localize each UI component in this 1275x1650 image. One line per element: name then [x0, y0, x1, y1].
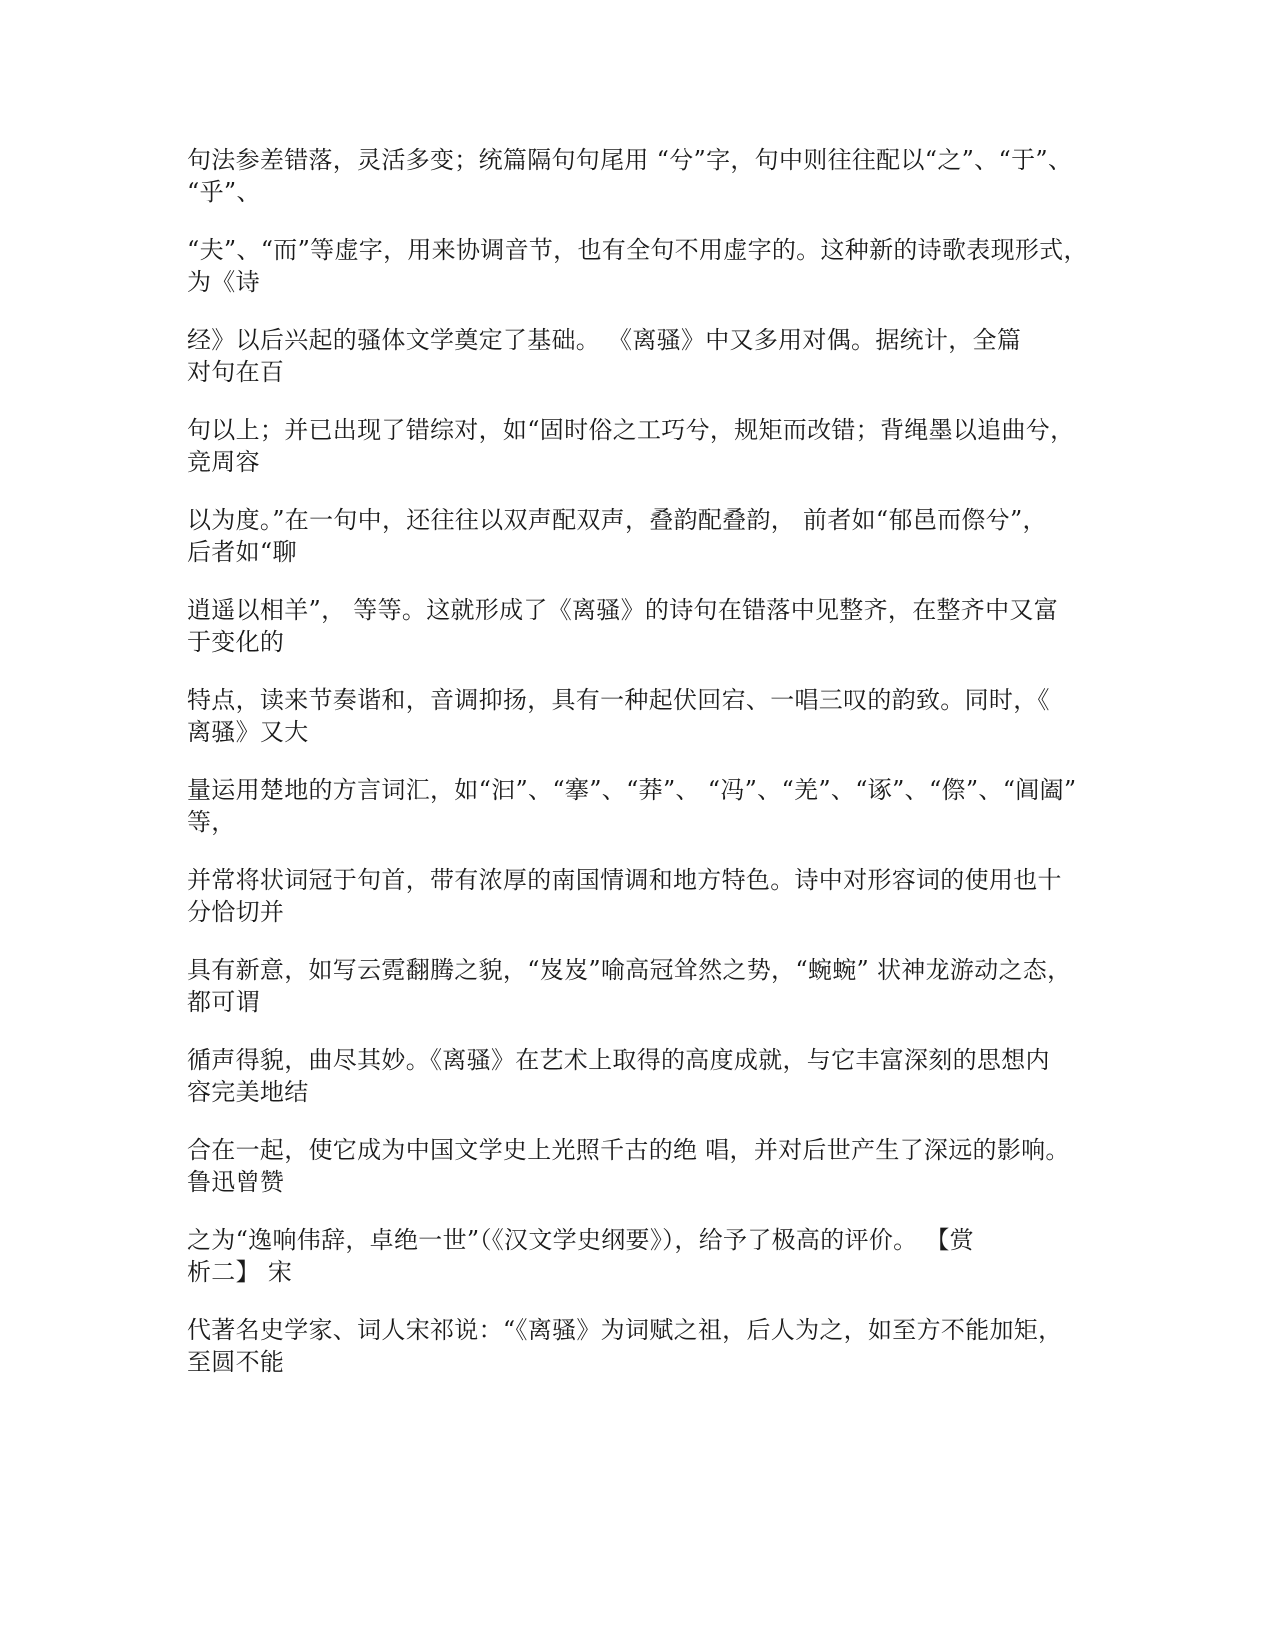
text-line: 逍遥以相羊”， 等等。这就形成了《离骚》的诗句在错落中见整齐，在整齐中又富 — [187, 596, 1058, 624]
text-line: 并常将状词冠于句首，带有浓厚的南国情调和地方特色。诗中对形容词的使用也十 — [187, 866, 1062, 894]
text-line: 都可谓 — [187, 988, 260, 1016]
text-line: 代著名史学家、词人宋祁说：“《离骚》为词赋之祖，后人为之，如至方不能加矩， — [187, 1316, 1063, 1344]
text-line: 合在一起，使它成为中国文学史上光照千古的绝 唱，并对后世产生了深远的影响。 — [187, 1136, 1070, 1164]
text-line: 量运用楚地的方言词汇，如“汩”、“搴”、“莽”、 “冯”、“羌”、“诼”、“傺”、“阊阖” — [187, 776, 1077, 804]
text-line: 之为“逸响伟辞，卓绝一世”（《汉文学史纲要》），给予了极高的评价。 【赏 — [187, 1226, 974, 1254]
text-line: 经》以后兴起的骚体文学奠定了基础。 《离骚》中又多用对偶。据统计，全篇 — [187, 326, 1022, 354]
text-line: 鲁迅曾赞 — [187, 1168, 285, 1196]
text-line: “乎”、 — [187, 178, 261, 206]
text-line: 以为度。”在一句中，还往往以双声配双声，叠韵配叠韵， 前者如“郁邑而傺兮”， — [187, 506, 1047, 534]
text-line: 句法参差错落，灵活多变；统篇隔句句尾用 “兮”字，句中则往往配以“之”、“于”、 — [187, 146, 1073, 174]
text-line: 等， — [187, 808, 236, 836]
text-line: 于变化的 — [187, 628, 285, 656]
text-line: 分恰切并 — [187, 898, 285, 926]
text-line: 句以上；并已出现了错综对，如“固时俗之工巧兮，规矩而改错；背绳墨以追曲兮， — [187, 416, 1075, 444]
text-line: 循声得貌，曲尽其妙。《离骚》在艺术上取得的高度成就，与它丰富深刻的思想内 — [187, 1046, 1050, 1074]
text-line: 特点，读来节奏谐和，音调抑扬，具有一种起伏回宕、一唱三叹的韵致。同时，《 — [187, 686, 1050, 714]
text-line: 为《诗 — [187, 268, 260, 296]
text-line: 至圆不能 — [187, 1348, 285, 1376]
text-line: “夫”、“而”等虚字，用来协调音节，也有全句不用虚字的。这种新的诗歌表现形式， — [187, 236, 1088, 264]
text-line: 后者如“聊 — [187, 538, 297, 566]
text-line: 具有新意，如写云霓翻腾之貌，“岌岌”喻高冠耸然之势，“蜿蜿” 状神龙游动之态， — [187, 956, 1072, 984]
text-line: 容完美地结 — [187, 1078, 309, 1106]
text-line: 析二】 宋 — [187, 1258, 293, 1286]
text-line: 对句在百 — [187, 358, 285, 386]
text-line: 竞周容 — [187, 448, 260, 476]
text-line: 离骚》又大 — [187, 718, 309, 746]
